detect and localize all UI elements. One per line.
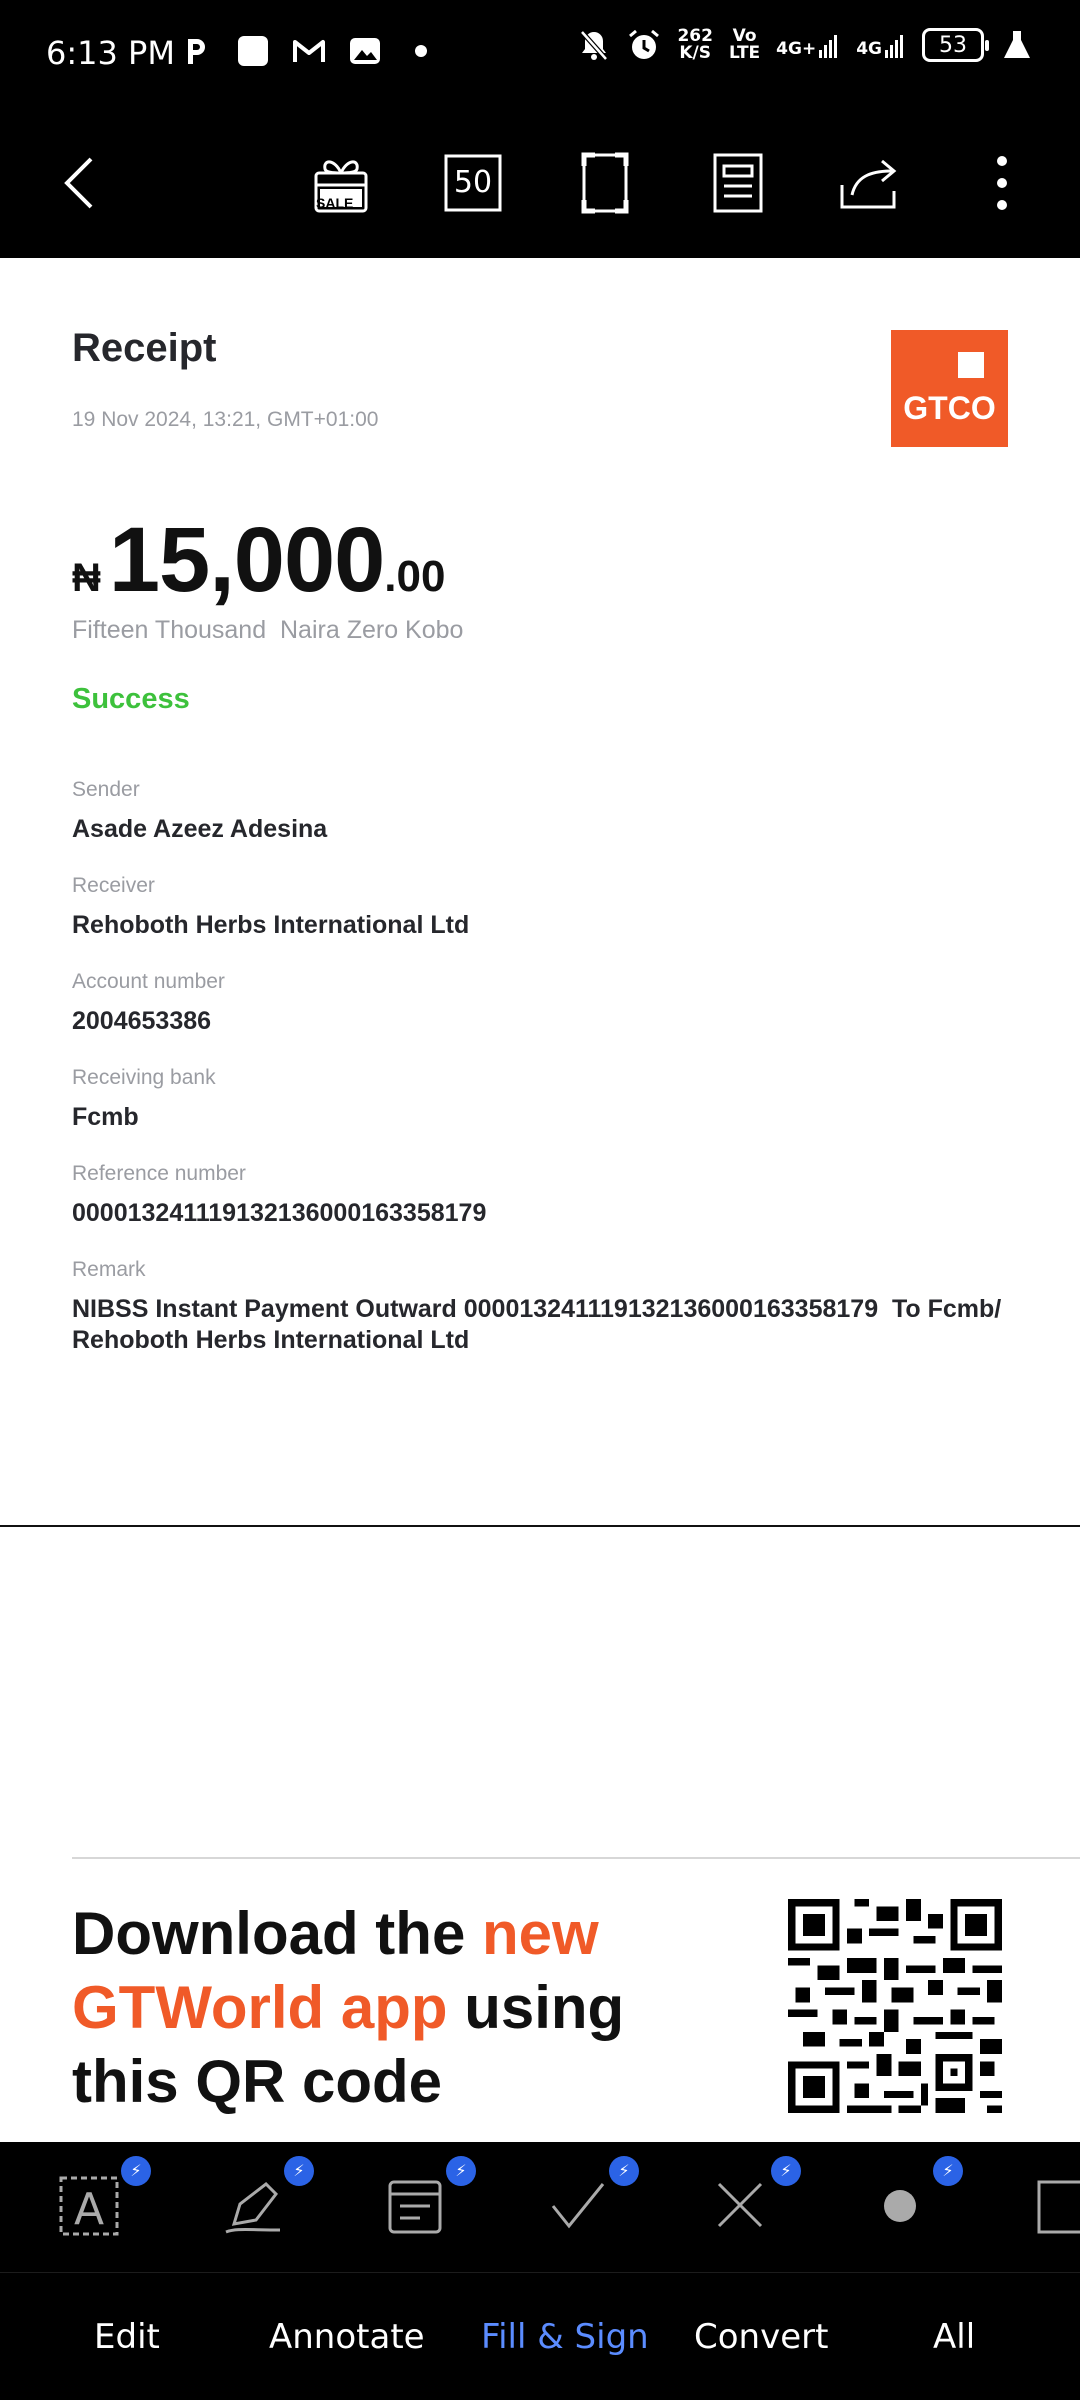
premium-badge: ⚡	[933, 2156, 963, 2186]
receipt-date: 19 Nov 2024, 13:21, GMT+01:00	[72, 408, 379, 431]
dot-icon	[867, 2170, 937, 2240]
back-button[interactable]	[44, 148, 114, 218]
promo-text-part: Download the	[72, 1900, 482, 1967]
dot-icon	[404, 34, 438, 68]
receipt-title: Receipt	[72, 326, 217, 370]
checkmark-tool[interactable]	[543, 2163, 630, 2240]
tab-edit[interactable]: Edit	[94, 2317, 160, 2357]
status-bar	[0, 0, 1080, 108]
pen-annotate-icon	[218, 2170, 288, 2240]
logo-text: GTCO	[903, 390, 996, 426]
field-label: Receiving bank	[72, 1066, 216, 1089]
reading-mode-button[interactable]	[703, 148, 773, 218]
more-vertical-icon	[996, 153, 1008, 213]
back-arrow-icon	[59, 153, 99, 213]
signal-4g: 4G	[856, 32, 906, 58]
logo-square	[958, 352, 984, 378]
network-speed: 262 K/S	[677, 26, 713, 63]
gallery-icon	[348, 34, 382, 68]
bottom-tabs	[0, 2272, 1080, 2400]
promo-text	[72, 1897, 692, 2119]
form-fill-tool[interactable]	[380, 2163, 467, 2240]
edit-text-tool[interactable]	[55, 2163, 142, 2240]
field-value: Rehoboth Herbs International Ltd	[72, 911, 470, 939]
promo-text-part: using	[447, 1974, 625, 2041]
tab-annotate[interactable]: Annotate	[269, 2317, 425, 2357]
field-label: Remark	[72, 1258, 146, 1281]
battery-indicator: 53	[922, 28, 984, 62]
parking-app-icon	[180, 34, 214, 68]
system-icons	[577, 28, 1034, 62]
signal-bars-icon	[818, 32, 840, 58]
sale-button[interactable]	[306, 148, 376, 218]
tab-fill-sign[interactable]: Fill & Sign	[481, 2317, 649, 2357]
field-value: Asade Azeez Adesina	[72, 815, 328, 843]
premium-badge: ⚡	[446, 2156, 476, 2186]
field-receiving-bank	[72, 1066, 216, 1133]
cross-icon	[705, 2170, 775, 2240]
tool-icons-bar	[0, 2142, 1080, 2272]
status-badge: Success	[72, 683, 190, 715]
field-label: Receiver	[72, 874, 155, 897]
share-icon	[838, 155, 902, 211]
field-label: Account number	[72, 970, 225, 993]
share-button[interactable]	[835, 148, 905, 218]
promo-accent: new	[481, 1900, 599, 1967]
notification-icons	[180, 34, 438, 68]
reading-mode-icon	[712, 152, 764, 214]
tab-convert[interactable]: Convert	[694, 2317, 829, 2357]
amount-in-words: Fifteen Thousand Naira Zero Kobo	[72, 616, 464, 644]
qr-code-icon	[788, 1899, 1002, 2113]
field-value-line1: NIBSS Instant Payment Outward 000013241119132136000163358179 To Fcmb/	[72, 1295, 1002, 1323]
page-count-button[interactable]	[438, 148, 508, 218]
more-options-button[interactable]	[967, 148, 1037, 218]
premium-badge: ⚡	[771, 2156, 801, 2186]
signal-bars-icon	[884, 32, 906, 58]
form-fill-icon	[380, 2170, 450, 2240]
amount-currency: ₦	[72, 556, 101, 600]
fullscreen-icon	[580, 152, 630, 214]
amount-decimals: .00	[384, 552, 446, 601]
alarm-icon	[627, 28, 661, 62]
signal-4g-plus: 4G+	[776, 32, 840, 58]
dot-tool[interactable]	[867, 2163, 954, 2240]
field-label: Sender	[72, 778, 140, 801]
rectangle-tool[interactable]	[1035, 2170, 1080, 2240]
premium-badge: ⚡	[121, 2156, 151, 2186]
amount	[72, 508, 445, 613]
page-count-label: 50	[453, 165, 493, 200]
text-edit-icon	[55, 2170, 125, 2240]
field-label: Reference number	[72, 1162, 246, 1185]
field-reference-number	[72, 1162, 486, 1229]
field-value: 2004653386	[72, 1007, 212, 1035]
flask-icon	[1000, 28, 1034, 62]
field-receiver	[72, 874, 469, 941]
field-value: 000013241119132136000163358179	[72, 1199, 487, 1227]
svg-text:A: A	[73, 2184, 105, 2235]
premium-badge: ⚡	[284, 2156, 314, 2186]
field-value: Fcmb	[72, 1103, 139, 1131]
amount-main: 15,000	[108, 509, 385, 611]
gtco-logo	[891, 330, 1008, 447]
checkmark-icon	[543, 2170, 613, 2240]
bell-muted-icon	[577, 28, 611, 62]
field-remark	[72, 1258, 1072, 1356]
promo-section	[0, 1527, 1080, 2142]
field-account-number	[72, 970, 225, 1037]
status-time: 6:13 PM	[46, 34, 175, 72]
field-sender	[72, 778, 327, 845]
fullscreen-button[interactable]	[570, 148, 640, 218]
rectangle-icon	[1035, 2170, 1080, 2240]
sale-label: SALE	[316, 195, 354, 211]
cross-tool[interactable]	[705, 2163, 792, 2240]
premium-badge: ⚡	[609, 2156, 639, 2186]
viewer-toolbar	[0, 108, 1080, 258]
promo-accent: GTWorld app	[72, 1974, 448, 2041]
volte-indicator: Vo LTE	[728, 26, 761, 63]
promo-divider	[72, 1857, 1080, 1859]
tab-all[interactable]: All	[933, 2317, 976, 2357]
gmail-icon	[292, 34, 326, 68]
app-square-icon	[236, 34, 270, 68]
annotate-pen-tool[interactable]	[218, 2163, 305, 2240]
field-value-line2: Rehoboth Herbs International Ltd	[72, 1326, 470, 1354]
promo-text-part: this QR code	[72, 2048, 443, 2115]
